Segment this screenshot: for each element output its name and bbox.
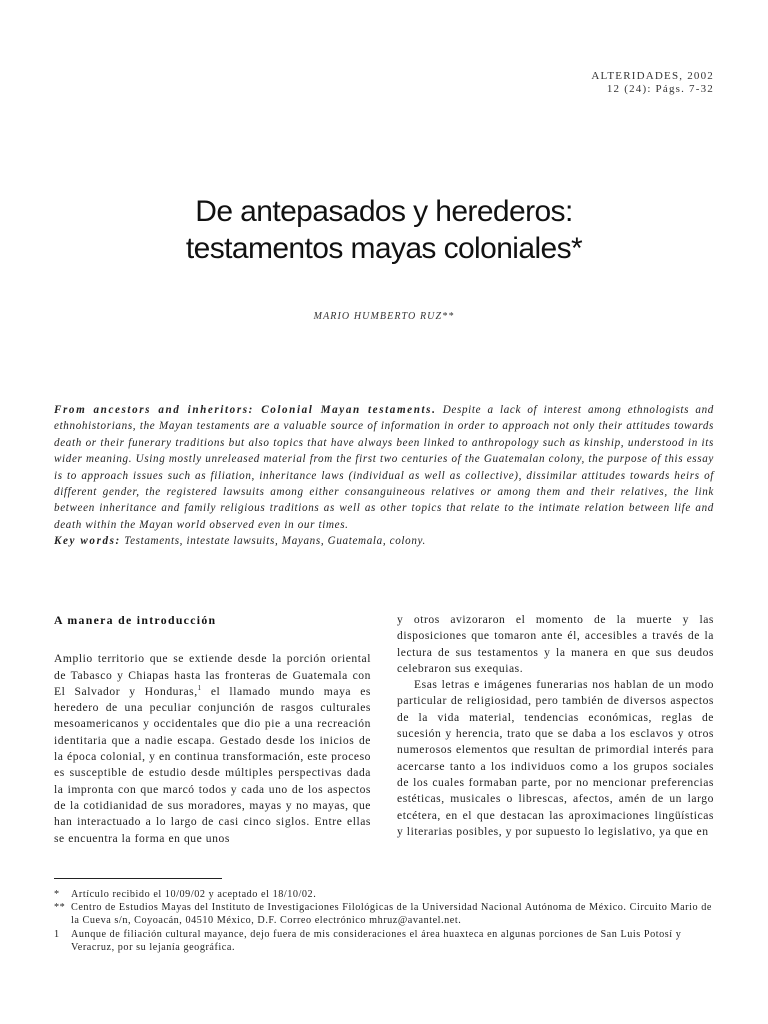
intro-text-b: el llamado mundo maya es heredero de una peculiar conjunción de rasgos culturales mesoamericanos y occidentales que dio pie a una recreación identitaria que a nadie escapa. Gestado desde los inicios de la época colonial, y en continua transformación, este proceso es susceptible de estudio desde múltiples perspectivas dada la impronta con que marcó todos y cada uno de los aspectos de la cotidianidad de sus moradores, mayas y no mayas, que han interactuado a lo largo de casi cinco siglos. Entre ellas se encuentra la forma en que unos xyxy=(54,684,371,845)
abstract-heading: From ancestors and inheritors: Colonial Mayan testaments. xyxy=(54,404,437,416)
journal-header xyxy=(591,70,714,96)
right-column xyxy=(397,612,714,840)
journal-issue: 12 (24): Págs. 7-32 xyxy=(606,83,714,95)
author-name: MARIO HUMBERTO RUZ** xyxy=(313,311,455,322)
footnote-mark: ** xyxy=(54,902,66,914)
journal-name: ALTERIDADES, 2002 xyxy=(591,70,714,82)
intro-paragraph-2: Esas letras e imágenes funerarias nos hablan de un modo particular de religiosidad, pero también de diversos aspectos de la vida material, tendencias económicas, reglas de sucesión y herencia, trato que se daba a los esclavos y otros numerosos elementos que resultan de primordial interés para acercarse tanto a los individuos como a los grupos sociales de los cuales formaban parte, por no mencionar preferencias estéticas, musicales o librescas, afectos, amén de un largo etcétera, en el que destacan las aproximaciones lingüísticas y literarias posibles, y por supuesto lo legislativo, ya que en xyxy=(397,678,714,838)
footnote-text: Aunque de filiación cultural mayance, dejo fuera de mis consideraciones el área huaxteca en algunas porciones de San Luis Potosí y Veracruz, por su lejanía geográfica. xyxy=(71,928,682,953)
footnote-divider xyxy=(54,878,222,879)
article-title xyxy=(0,193,768,267)
footnote-mark: 1 xyxy=(54,928,60,940)
abstract-body: Despite a lack of interest among ethnologists and ethnohistorians, the Mayan testaments are a valuable source of information in order to approach not only their attitudes towards death or their funerary traditions but also topics that have always been linked to anthropology such as kinship, understood in its wider meaning. Using mostly unreleased material from the first two centuries of the Guatemalan colony, the purpose of this essay is to approach issues such as filiation, inheritance laws (individual as well as collective), dissimilar attitudes towards heirs of different gender, the registered lawsuits among either consanguineous relatives or among them and their relatives, the link between inheritance and family religious traditions as well as other topics that relate to the intimate relation between life and death within the Mayan world observed even in our times. xyxy=(54,404,714,531)
footnote-text: Centro de Estudios Mayas del Instituto de Investigaciones Filológicas de la Universidad Nacional Autónoma de México. Circuito Mario de la Cueva s/n, Coyoacán, 04510 México, D.F. Correo electrónico mhruz@avantel.net. xyxy=(71,902,712,927)
keywords-label: Key words: xyxy=(54,535,121,548)
footnotes xyxy=(54,888,714,954)
title-line-2: testamentos mayas coloniales* xyxy=(185,232,583,265)
abstract xyxy=(54,402,714,550)
footnote xyxy=(54,901,714,927)
footnote-text: Artículo recibido el 10/09/02 y aceptado el 18/10/02. xyxy=(71,889,317,900)
intro-paragraph-1 xyxy=(54,651,371,847)
title-line-1: De antepasados y herederos: xyxy=(195,195,573,228)
left-column xyxy=(54,612,371,847)
intro-text-a: Amplio territorio que se extiende desde la porción oriental de Tabasco y Chiapas hasta las fronteras de Guatemala con El Salvador y Honduras, xyxy=(54,652,371,698)
keywords-line xyxy=(54,533,714,549)
footnote xyxy=(54,928,714,954)
intro-paragraph-continued: y otros avizoraron el momento de la muerte y las disposiciones que tomaron ante él, accesibles a través de la lectura de sus testamentos y la manera en que sus deudos celebraron sus exequias. xyxy=(397,613,714,675)
keywords-text: Testaments, intestate lawsuits, Mayans, Guatemala, colony. xyxy=(120,535,426,548)
footnote-ref-1: 1 xyxy=(197,684,202,693)
abstract-paragraph xyxy=(54,402,714,533)
footnote-mark: * xyxy=(54,889,60,900)
section-heading: A manera de introducción xyxy=(54,613,217,627)
footnote xyxy=(54,888,714,901)
